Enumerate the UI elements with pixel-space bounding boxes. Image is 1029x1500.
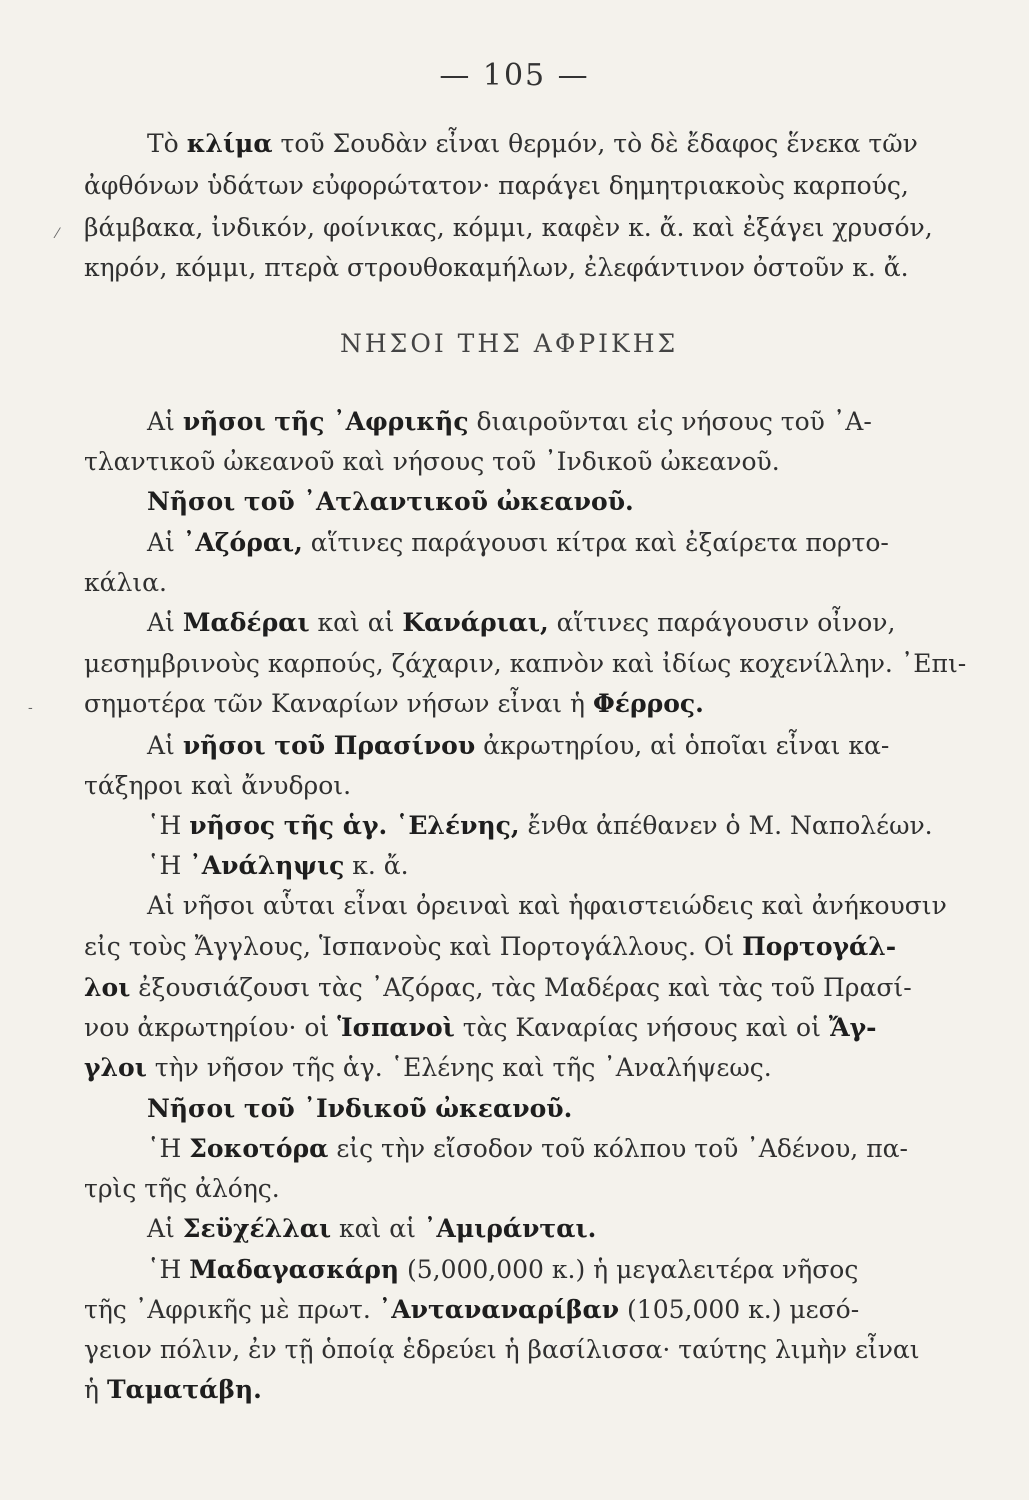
text-run: ῾Η (147, 1134, 190, 1163)
text-run: Αἱ (147, 608, 183, 637)
text-line (147, 1254, 858, 1286)
bold-term: Ἱσπανοὶ (337, 1013, 455, 1042)
text-run: ῾Η (147, 851, 190, 880)
text-run: τοῦ Σουδὰν εἶναι θερμόν, τὸ δὲ ἔδαφος ἕνεκα τῶν (272, 129, 918, 158)
text-run: ἀκρωτηρίου, αἱ ὁποῖαι εἶναι κα- (475, 731, 890, 760)
bold-term: Σοκοτόρα (189, 1134, 329, 1163)
text-run: ἀφθόνων ὑδάτων εὐφορώτατον· παράγει δημητριακοὺς καρπούς, (84, 171, 909, 200)
text-run: Αἱ (147, 407, 183, 436)
text-line (84, 170, 909, 202)
bold-term: ᾿Ανάληψις (189, 851, 345, 880)
text-run: αἵτινες παράγουσι κίτρα καὶ ἐξαίρετα πορτο- (302, 528, 889, 557)
text-run: κ. ἄ. (344, 851, 409, 880)
text-line (147, 527, 889, 559)
text-line (147, 607, 895, 639)
section-heading (340, 328, 678, 360)
bold-term: ᾿Αμιράνται. (423, 1214, 597, 1243)
bold-term: νῆσοι τῆς ᾿Αφρικῆς (182, 407, 469, 436)
text-run: ἐξουσιάζουσι τὰς ᾿Αζόρας, τὰς Μαδέρας καὶ τὰς τοῦ Πρασί- (130, 973, 912, 1002)
bold-term: γλοι (84, 1053, 147, 1082)
text-run: Αἱ (147, 731, 183, 760)
text-line (84, 972, 912, 1004)
text-run: τὰς Καναρίας νήσους καὶ οἱ (454, 1013, 829, 1042)
bold-term: Μαδέραι (182, 608, 310, 637)
text-line (147, 850, 409, 882)
text-run: ῾Η (147, 811, 190, 840)
text-run: καὶ αἱ (309, 608, 403, 637)
text-line (84, 688, 704, 720)
text-run: ῾Η (147, 1255, 190, 1284)
text-run: τλαντικοῦ ὠκεανοῦ καὶ νήσους τοῦ ᾿Ινδικοῦ ὠκεανοῦ. (84, 447, 780, 476)
bold-term: λοι (84, 973, 131, 1002)
bold-term: Πορτογάλ- (742, 932, 897, 961)
text-line (84, 1173, 280, 1205)
text-run: Αἱ νῆσοι αὗται εἶναι ὀρειναὶ καὶ ἡφαιστειώδεις καὶ ἀνήκουσιν (147, 891, 947, 920)
text-run: ἡ (84, 1375, 107, 1404)
text-line (147, 890, 947, 922)
bold-term: Νῆσοι τοῦ ᾿Ινδικοῦ ὠκεανοῦ. (147, 1094, 573, 1123)
text-run: γειον πόλιν, ἐν τῇ ὁποίᾳ ἑδρεύει ἡ βασίλισσα· ταύτης λιμὴν εἶναι (84, 1335, 920, 1364)
bold-term: κλίμα (186, 129, 273, 158)
text-line (84, 1374, 262, 1406)
bold-term: Ἄγ- (828, 1013, 877, 1042)
text-run: ἔνθα ἀπέθανεν ὁ Μ. Ναπολέων. (519, 811, 933, 840)
text-line (84, 931, 896, 963)
text-run: τὴν νῆσον τῆς ἁγ. ῾Ελένης καὶ τῆς ᾿Αναλήψεως. (146, 1053, 772, 1082)
text-line (147, 810, 933, 842)
text-run: σημοτέρα τῶν Καναρίων νήσων εἶναι ἡ (84, 689, 593, 718)
text-line (147, 730, 889, 762)
text-run: τρὶς τῆς ἀλόης. (84, 1174, 280, 1203)
bold-term: Σεϋχέλλαι (182, 1214, 332, 1243)
bold-term: Κανάριαι, (402, 608, 549, 637)
text-line (84, 252, 909, 284)
text-line (147, 128, 918, 160)
text-run: τάξηροι καὶ ἄνυδροι. (84, 771, 352, 800)
text-line (84, 1334, 920, 1366)
text-run: (105,000 κ.) μεσό- (619, 1295, 860, 1324)
bold-term: ᾿Ανταναναρίβαν (378, 1295, 620, 1324)
text-run: εἰς τὴν εἴσοδον τοῦ κόλπου τοῦ ᾿Αδένου, πα- (328, 1134, 908, 1163)
text-line (147, 406, 872, 438)
text-line (147, 486, 634, 518)
bold-term: νῆσοι τοῦ Πρασίνου (182, 731, 476, 760)
text-run: μεσημβρινοὺς καρπούς, ζάχαριν, καπνὸν καὶ ἰδίως κοχενίλλην. ᾿Επι- (84, 649, 967, 678)
page-number: — 105 — (439, 58, 590, 93)
margin-mark: ⁄ (56, 226, 59, 242)
bold-term: Μαδαγασκάρη (189, 1255, 400, 1284)
text-line (147, 1093, 572, 1125)
text-line (84, 1012, 877, 1044)
bold-term: ᾿Αζόραι, (182, 528, 303, 557)
text-line (147, 1213, 596, 1245)
text-line (147, 1133, 908, 1165)
text-line (84, 1052, 772, 1084)
text-run: τῆς ᾿Αφρικῆς μὲ πρωτ. (84, 1295, 379, 1324)
text-line (84, 1294, 859, 1326)
bold-term: Ταματάβη. (106, 1375, 262, 1404)
margin-mark: - (28, 700, 33, 716)
text-run: (5,000,000 κ.) ἡ μεγαλειτέρα νῆσος (399, 1255, 859, 1284)
text-line (84, 770, 351, 802)
text-run: εἰς τοὺς Ἄγγλους, Ἱσπανοὺς καὶ Πορτογάλλους. Οἱ (84, 932, 743, 961)
text-run: καὶ αἱ (331, 1214, 424, 1243)
bold-term: Νῆσοι τοῦ ᾿Ατλαντικοῦ ὠκεανοῦ. (147, 487, 634, 516)
text-line (84, 567, 167, 599)
text-line (84, 446, 780, 478)
text-run: Αἱ (147, 1214, 183, 1243)
text-run: Τὸ (147, 129, 187, 158)
text-run: αἵτινες παράγουσιν οἶνον, (548, 608, 896, 637)
text-run: νου ἀκρωτηρίου· οἱ (84, 1013, 338, 1042)
text-run: Αἱ (147, 528, 183, 557)
text-run: βάμβακα, ἰνδικόν, φοίνικας, κόμμι, καφὲν κ. ἄ. καὶ ἐξάγει χρυσόν, (84, 213, 933, 242)
bold-term: Φέρρος. (592, 689, 704, 718)
text-run: διαιροῦνται εἰς νήσους τοῦ ᾿Α- (468, 407, 872, 436)
text-run: ΝΗΣΟΙ ΤΗΣ ΑΦΡΙΚΗΣ (340, 329, 679, 358)
text-run: κηρόν, κόμμι, πτερὰ στρουθοκαμήλων, ἐλεφάντινον ὀστοῦν κ. ἄ. (84, 253, 909, 282)
text-line (84, 648, 966, 680)
text-run: κάλια. (84, 568, 167, 597)
bold-term: νῆσος τῆς ἁγ. ῾Ελένης, (189, 811, 520, 840)
text-line (84, 212, 933, 244)
